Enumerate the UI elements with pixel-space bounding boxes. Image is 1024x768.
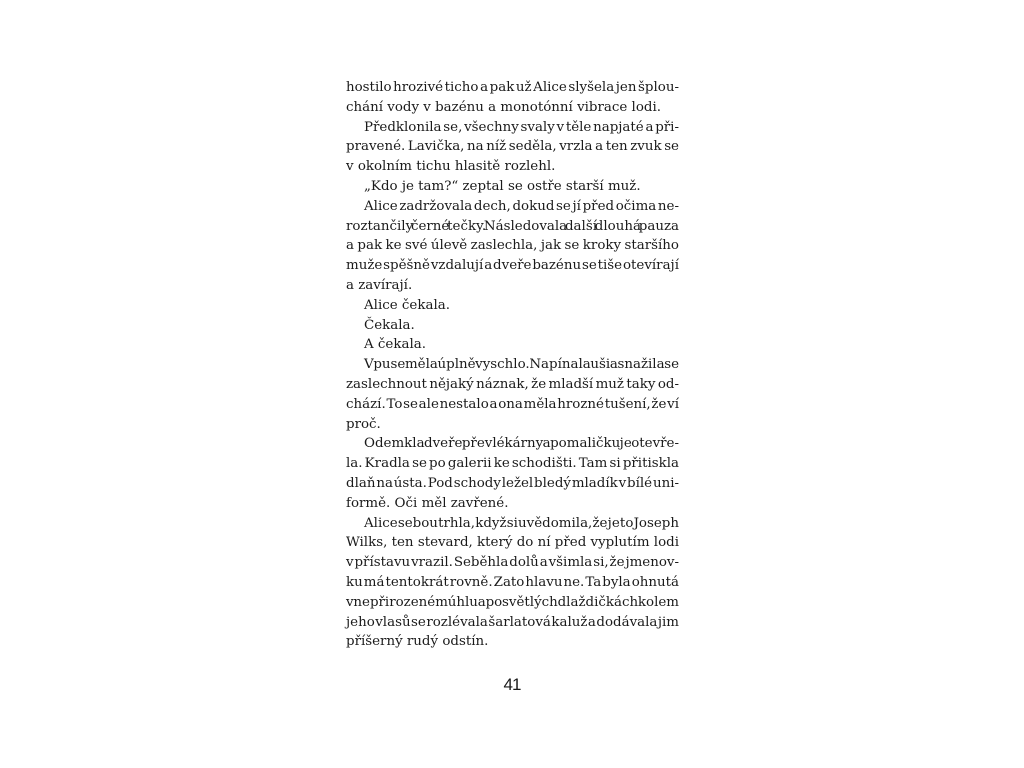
paragraph [346, 78, 679, 118]
paragraph [346, 514, 679, 653]
text-line: dlaň na ústa. Pod schody ležel bledý mladík v bílé uni- [346, 475, 679, 491]
text-line: chází. To se ale nestalo a ona měla hrozné tušení, že ví [346, 396, 679, 412]
text-line: formě. Oči měl zavřené. [346, 495, 509, 511]
text-line: v nepřirozeném úhlu a po světlých dlaždičkách kolem [346, 594, 679, 610]
text-line: muže spěšně vzdalují a dveře bazénu se tiše otevírají [346, 258, 679, 274]
text-line: a zavírají. [346, 277, 413, 293]
text-line: chání vody v bazénu a monotónní vibrace lodi. [346, 99, 662, 115]
paragraph [346, 177, 679, 197]
text-line: Alice zadržovala dech, dokud se jí před očima ne- [364, 198, 679, 214]
text-line: jeho vlasů se rozlévala šarlatová kaluž a dodávala jim [346, 614, 679, 630]
paragraph [346, 118, 679, 177]
text-line: a pak ke své úlevě zaslechla, jak se kroky staršího [346, 238, 679, 254]
text-line: hostilo hrozivé ticho a pak už Alice slyšela jen šplou- [346, 80, 679, 95]
text-line: V puse měla úplně vyschlo. Napínala uši a snažila se [364, 357, 679, 373]
paragraph [346, 197, 679, 296]
text-line: Wilks, ten stevard, který do ní před vyplutím lodi [346, 535, 679, 551]
page-number: 41 [503, 675, 521, 694]
text-line: Předklonila se, všechny svaly v těle napjaté a při- [364, 119, 679, 135]
paragraph [346, 316, 679, 336]
text-line: Odemkla dveře převlékárny a pomaličku je otevře- [364, 436, 679, 452]
text-line: příšerný rudý odstín. [346, 634, 489, 650]
text-line: Čekala. [364, 317, 415, 333]
paragraph [346, 296, 679, 316]
text-line: la. Kradla se po galerii ke schodišti. Tam si přitiskla [346, 456, 679, 472]
page-body [346, 78, 679, 652]
text-line: ku má tentokrát rovně. Zato hlavu ne. Ta byla ohnutá [346, 574, 679, 590]
paragraph [346, 335, 679, 355]
text-line: A čekala. [364, 337, 426, 353]
text-line: zaslechnout nějaký náznak, že mladší muž taky od- [346, 376, 679, 392]
paragraph [346, 355, 679, 434]
text-line: v okolním tichu hlasitě rozlehl. [346, 159, 556, 175]
text-line: Alice sebou trhla, když si uvědomila, že je to Joseph [364, 515, 679, 531]
text-line: „Kdo je tam?“ zeptal se ostře starší muž. [364, 178, 641, 194]
text-line: roztančily černé tečky. Následovala další dlouhá pauza [346, 218, 679, 234]
text-line: pravené. Lavička, na níž seděla, vrzla a ten zvuk se [346, 139, 679, 155]
text-line: v přístavu vrazil. Seběhla dolů a všimla si, že jmenov- [346, 555, 679, 571]
text-line: proč. [346, 416, 381, 432]
text-line: Alice čekala. [364, 297, 450, 313]
paragraph [346, 434, 679, 513]
